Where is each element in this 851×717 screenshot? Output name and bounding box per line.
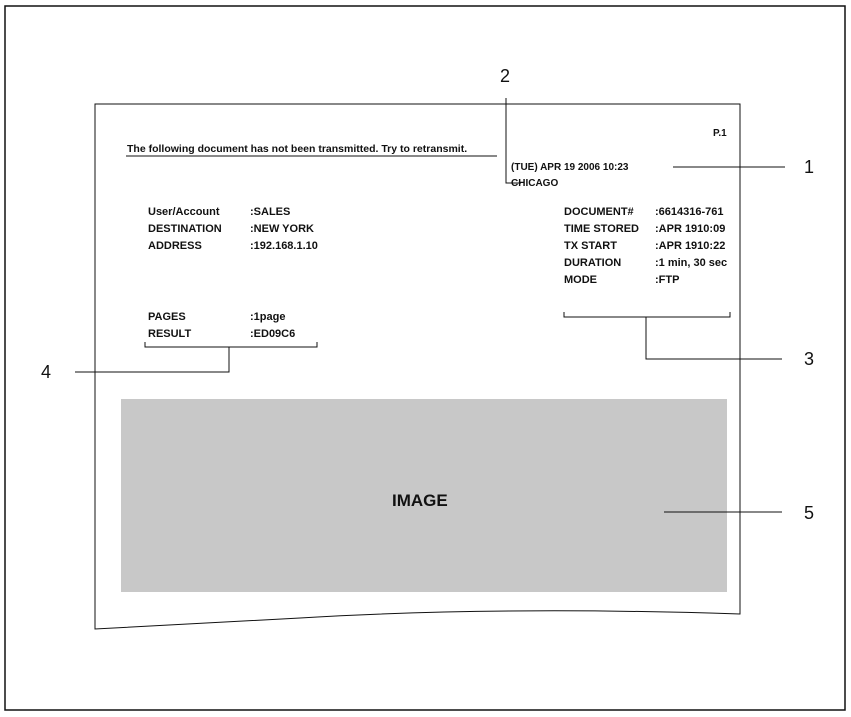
field-value-time-stored: :APR 1910:09 (655, 223, 726, 235)
field-label-duration: DURATION (564, 257, 622, 269)
field-value-result: :ED09C6 (250, 328, 296, 340)
field-value-tx-start: :APR 1910:22 (655, 240, 726, 252)
callout-5: 5 (804, 503, 815, 523)
field-label-user-account: User/Account (148, 206, 220, 218)
field-label-time-stored: TIME STORED (564, 223, 639, 235)
field-label-address: ADDRESS (148, 240, 202, 252)
field-label-destination: DESTINATION (148, 223, 222, 235)
callout-2: 2 (500, 66, 511, 86)
field-value-pages: :1page (250, 311, 286, 323)
field-value-user-account: :SALES (250, 206, 291, 218)
callout-1: 1 (804, 157, 815, 177)
notice-text: The following document has not been transmitted. Try to retransmit. (127, 143, 468, 155)
field-value-mode: :FTP (655, 274, 680, 286)
field-value-duration: :1 min, 30 sec (655, 257, 728, 269)
field-value-address: :192.168.1.10 (250, 240, 318, 252)
page-number: P.1 (713, 128, 727, 139)
field-value-destination: :NEW YORK (250, 223, 314, 235)
field-label-result: RESULT (148, 328, 192, 340)
field-value-document-number: :6614316-761 (655, 206, 724, 218)
callout-3: 3 (804, 349, 815, 369)
field-label-document-number: DOCUMENT# (564, 206, 634, 218)
callout-4: 4 (41, 362, 52, 382)
field-label-mode: MODE (564, 274, 597, 286)
datetime: (TUE) APR 19 2006 10:23 (511, 161, 631, 174)
image-placeholder-label: IMAGE (392, 491, 448, 510)
field-label-tx-start: TX START (564, 240, 617, 252)
sender-name: CHICAGO (511, 178, 559, 189)
field-label-pages: PAGES (148, 311, 186, 323)
